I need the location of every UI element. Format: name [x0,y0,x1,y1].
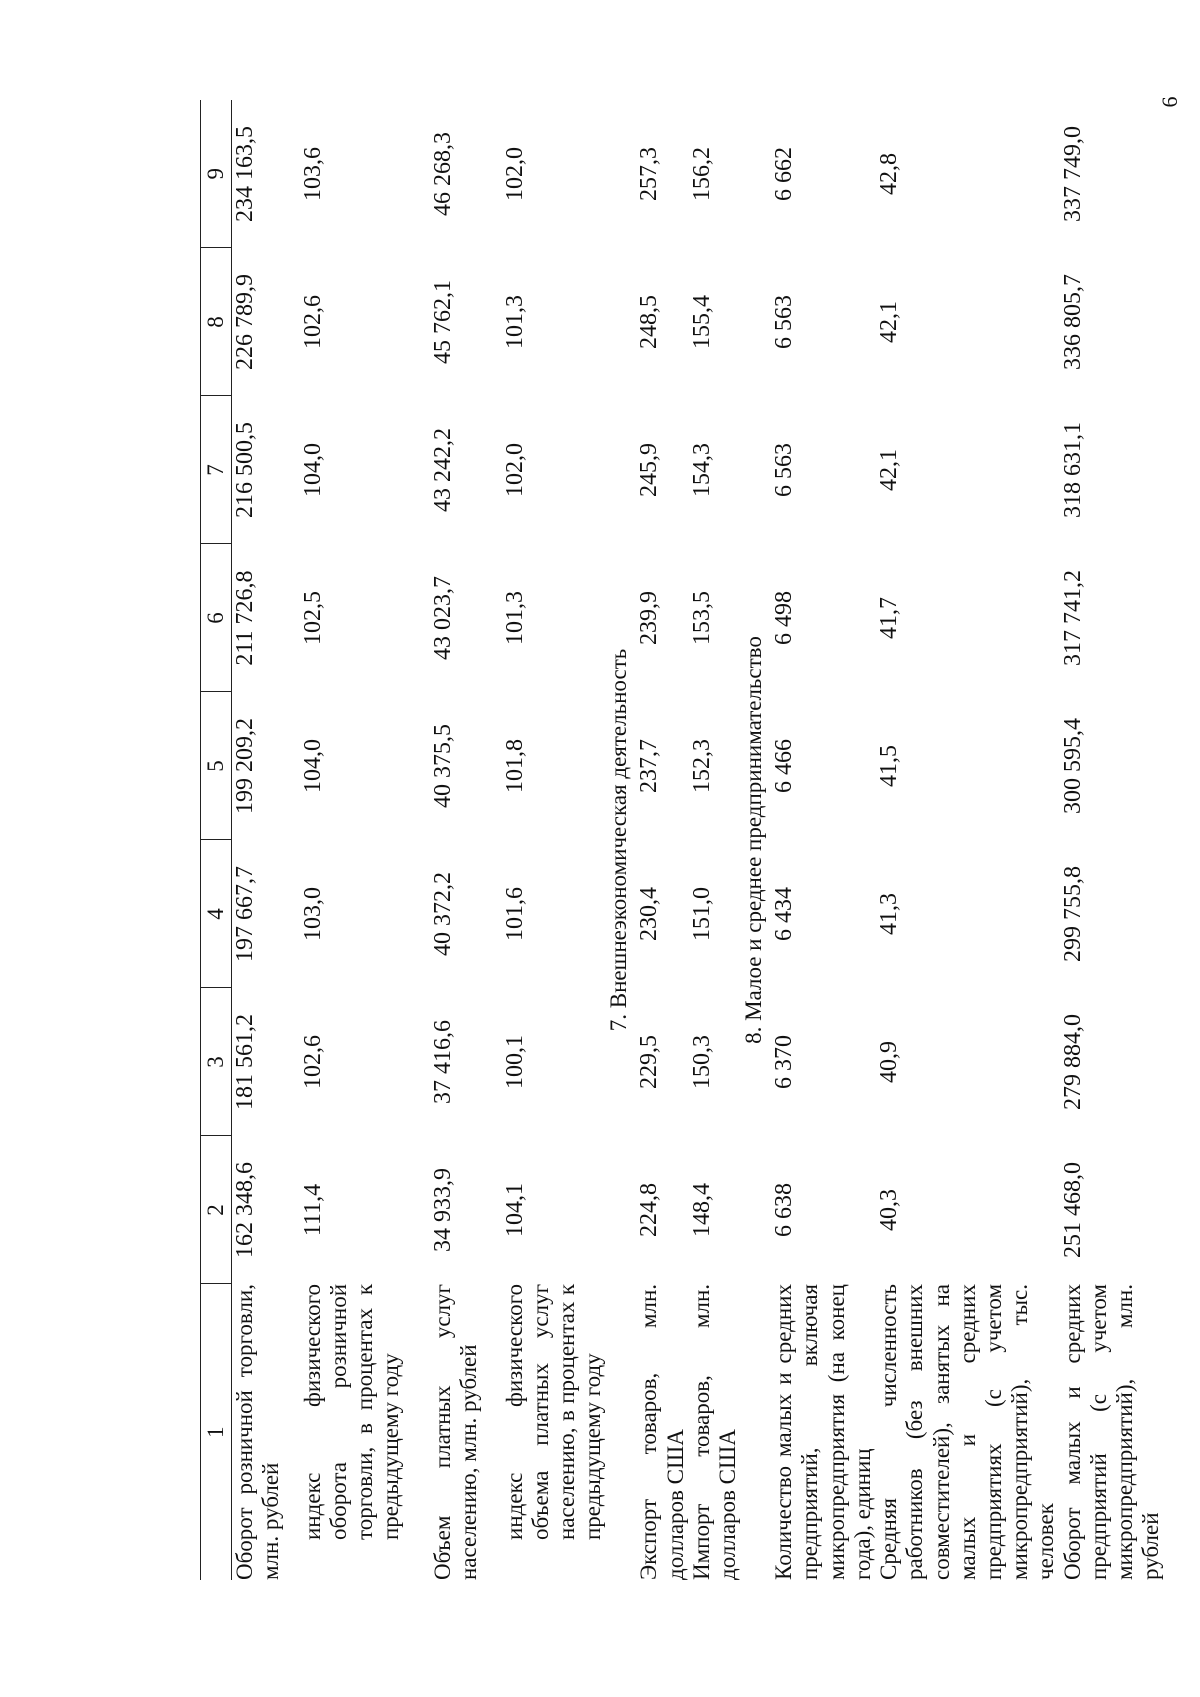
cell-value: 211 726,8 [232,570,258,666]
table-row [300,100,430,1580]
cell-value: 40,3 [876,1189,903,1231]
row-label: Оборот розничной торговли, млн. рублей [232,1284,284,1580]
cell-value: 101,3 [501,591,528,645]
row-label: Экспорт товаров, млн. долларов США [636,1284,688,1580]
cell-value: 40 372,2 [429,872,456,956]
row-label: индекс физического объема платных услуг населению, в процентах к предыдущему году [501,1284,606,1540]
cell-value: 102,6 [299,1035,326,1089]
cell-value: 100,1 [501,1035,528,1089]
cell-value: 6 563 [771,295,798,349]
table-row [232,100,300,1580]
row-label: Объем платных услуг населению, млн. рублей [429,1284,481,1580]
cell-value: 42,1 [876,301,903,343]
cell-value: 42,8 [876,153,903,195]
column-header: 3 [201,988,232,1136]
cell-value: 41,7 [876,597,903,639]
cell-value: 229,5 [636,1035,663,1089]
cell-value: 299 755,8 [1059,866,1086,962]
cell-value: 6 638 [771,1183,798,1237]
cell-value: 40 375,5 [429,724,456,808]
cell-value: 6 563 [771,443,798,497]
cell-value: 43 023,7 [429,576,456,660]
cell-value: 257,3 [636,147,663,201]
cell-value: 230,4 [636,887,663,941]
cell-value: 43 242,2 [429,428,456,512]
cell-value: 6 498 [771,591,798,645]
row-label: Оборот малых и средних предприятий (с учетом микропредприятий), млн. рублей [1059,1284,1164,1580]
cell-value: 104,1 [501,1183,528,1237]
cell-value: 104,0 [299,443,326,497]
cell-value: 148,4 [688,1183,715,1237]
cell-value: 6 434 [771,887,798,941]
row-label: индекс физического оборота розничной торговли, в процентах к предыдущему году [299,1284,404,1540]
column-number-header-row [201,100,232,1580]
cell-value: 42,1 [876,449,903,491]
section-title-foreign-trade: 7. Внешнеэкономическая деятельность [606,648,632,1032]
cell-value: 239,9 [636,591,663,645]
cell-value: 40,9 [876,1041,903,1083]
row-label: Импорт товаров, млн. долларов США [688,1284,741,1580]
cell-value: 111,4 [299,1183,326,1237]
column-header: 6 [201,544,232,692]
cell-value: 216 500,5 [232,422,258,518]
cell-value: 6 662 [771,147,798,201]
column-header: 4 [201,840,232,988]
column-header: 9 [201,100,232,248]
cell-value: 197 667,7 [232,866,258,962]
cell-value: 153,5 [688,591,715,645]
cell-value: 162 348,6 [232,1162,258,1258]
row-label: Средняя численность работников (без внешних совместителей), занятых на малых и средних предприятиях (с учетом микропредприятий), тыс. человек [876,1284,1059,1580]
page-number: 6 [1157,96,1182,108]
cell-value: 237,7 [636,739,663,793]
cell-value: 234 163,5 [232,126,258,222]
table-row [430,100,502,1580]
statistics-table [200,100,1165,1580]
cell-value: 101,8 [501,739,528,793]
section-heading-row [741,100,771,1580]
cell-value: 102,0 [501,443,528,497]
cell-value: 102,6 [299,295,326,349]
column-header: 8 [201,248,232,396]
cell-value: 46 268,3 [429,132,456,216]
cell-value: 37 416,6 [429,1020,456,1104]
table-row [502,100,607,1580]
cell-value: 41,3 [876,893,903,935]
table-row [876,100,1060,1580]
cell-value: 151,0 [688,887,715,941]
row-label: Количество малых и средних предприятий, включая микропредприятия (на конец года), единиц [771,1284,875,1580]
cell-value: 152,3 [688,739,715,793]
cell-value: 317 741,2 [1059,570,1086,666]
cell-value: 45 762,1 [429,280,456,364]
cell-value: 337 749,0 [1059,126,1086,222]
cell-value: 6 466 [771,739,798,793]
cell-value: 34 933,9 [429,1168,456,1252]
cell-value: 154,3 [688,443,715,497]
cell-value: 41,5 [876,745,903,787]
cell-value: 6 370 [771,1035,798,1089]
cell-value: 226 789,9 [232,274,258,370]
cell-value: 102,5 [299,591,326,645]
column-header: 2 [201,1136,232,1284]
column-header: 7 [201,396,232,544]
cell-value: 101,6 [501,887,528,941]
cell-value: 181 561,2 [232,1014,258,1110]
table-row [689,100,741,1580]
cell-value: 248,5 [636,295,663,349]
table-row [636,100,688,1580]
section-heading-row [606,100,636,1580]
cell-value: 101,3 [501,295,528,349]
section-title-small-business: 8. Малое и среднее предпринимательство [741,636,767,1044]
cell-value: 336 805,7 [1059,274,1086,370]
cell-value: 103,6 [299,147,326,201]
cell-value: 318 631,1 [1059,422,1086,518]
cell-value: 155,4 [688,295,715,349]
cell-value: 150,3 [688,1035,715,1089]
table-row [771,100,876,1580]
rotated-table-area [200,100,1190,1580]
table-row [1060,100,1165,1580]
cell-value: 199 209,2 [232,718,258,814]
cell-value: 156,2 [688,147,715,201]
cell-value: 300 595,4 [1059,718,1086,814]
cell-value: 251 468,0 [1059,1162,1086,1258]
cell-value: 245,9 [636,443,663,497]
cell-value: 103,0 [299,887,326,941]
cell-value: 104,0 [299,739,326,793]
cell-value: 224,8 [636,1183,663,1237]
column-header: 1 [201,1284,232,1580]
cell-value: 279 884,0 [1059,1014,1086,1110]
cell-value: 102,0 [501,147,528,201]
column-header: 5 [201,692,232,840]
